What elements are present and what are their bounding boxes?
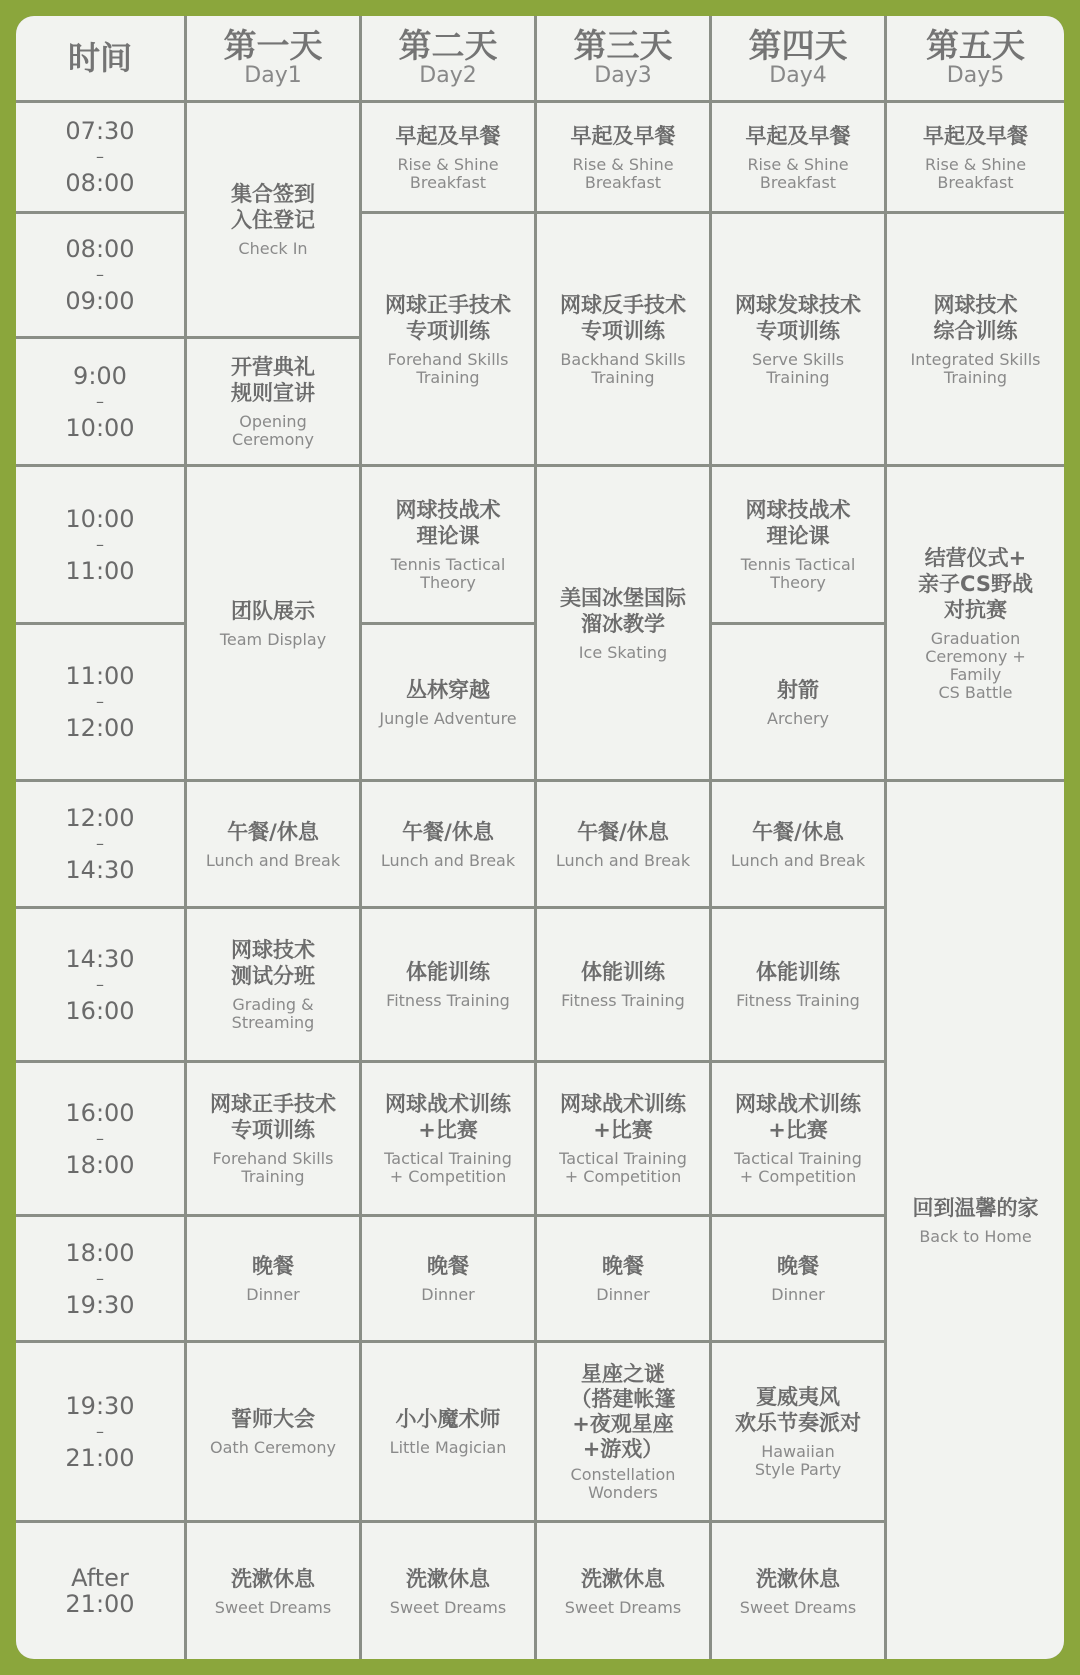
activity-title: 誓师大会 bbox=[231, 1407, 315, 1431]
activity-forehand-training bbox=[187, 1063, 359, 1214]
time-slot bbox=[16, 625, 184, 779]
activity-breakfast bbox=[537, 103, 709, 211]
activity-subtitle: Team Display bbox=[219, 629, 327, 649]
activity-graduation bbox=[887, 467, 1064, 779]
activity-title: 网球技术 测试分班 bbox=[231, 938, 315, 988]
activity-title: 体能训练 bbox=[756, 960, 840, 984]
activity-fitness-training bbox=[537, 909, 709, 1060]
time-slot bbox=[16, 782, 184, 906]
activity-subtitle: Tactical Training + Competition bbox=[734, 1149, 862, 1186]
activity-title: 早起及早餐 bbox=[570, 123, 676, 148]
activity-sweet-dreams bbox=[712, 1523, 884, 1659]
activity-subtitle: Integrated Skills Training bbox=[910, 349, 1041, 387]
time-start: 14:30 bbox=[65, 944, 135, 973]
activity-title: 网球技术 综合训练 bbox=[933, 292, 1018, 343]
activity-lunch bbox=[712, 782, 884, 906]
time-start: 12:00 bbox=[65, 804, 135, 832]
activity-subtitle: Lunch and Break bbox=[730, 850, 866, 870]
time-start: After bbox=[71, 1564, 129, 1592]
activity-subtitle: Forehand Skills Training bbox=[387, 349, 509, 387]
day-title: 第一天 bbox=[223, 26, 323, 65]
activity-title: 网球正手技术 专项训练 bbox=[385, 292, 511, 343]
activity-dinner bbox=[187, 1217, 359, 1340]
activity-backhand-training bbox=[537, 214, 709, 464]
activity-opening-ceremony bbox=[187, 339, 359, 464]
activity-oath-ceremony bbox=[187, 1343, 359, 1520]
activity-tactical-theory bbox=[362, 467, 534, 622]
activity-forehand-training bbox=[362, 214, 534, 464]
activity-dinner bbox=[362, 1217, 534, 1340]
activity-subtitle: Check In bbox=[238, 239, 308, 258]
activity-breakfast bbox=[362, 103, 534, 211]
activity-fitness-training bbox=[712, 909, 884, 1060]
time-end: 14:30 bbox=[65, 856, 135, 884]
time-end: 08:00 bbox=[65, 169, 135, 197]
activity-title: 晚餐 bbox=[252, 1254, 294, 1278]
header-day5 bbox=[887, 16, 1064, 100]
activity-title: 集合签到 入住登记 bbox=[231, 182, 315, 232]
activity-title: 回到温馨的家 bbox=[912, 1196, 1039, 1220]
activity-ice-skating bbox=[537, 467, 709, 779]
time-end: 21:00 bbox=[65, 1443, 135, 1472]
activity-subtitle: Back to Home bbox=[919, 1227, 1032, 1246]
time-start: 10:00 bbox=[65, 504, 135, 533]
time-separator: – bbox=[96, 1421, 104, 1441]
activity-title: 晚餐 bbox=[777, 1254, 819, 1278]
activity-subtitle: Opening Ceremony bbox=[231, 412, 315, 449]
activity-subtitle: Archery bbox=[767, 708, 829, 728]
activity-subtitle: Hawaiian Style Party bbox=[754, 1442, 842, 1479]
activity-check-in bbox=[187, 103, 359, 336]
activity-sweet-dreams bbox=[187, 1523, 359, 1659]
activity-title: 洗漱休息 bbox=[581, 1566, 665, 1591]
activity-lunch bbox=[537, 782, 709, 906]
activity-title: 早起及早餐 bbox=[745, 123, 851, 148]
activity-subtitle: Sweet Dreams bbox=[739, 1597, 857, 1617]
time-end: 18:00 bbox=[65, 1150, 135, 1179]
time-slot bbox=[16, 467, 184, 622]
time-end: 12:00 bbox=[65, 714, 135, 742]
activity-jungle-adventure bbox=[362, 625, 534, 779]
activity-title: 午餐/休息 bbox=[752, 819, 844, 844]
activity-title: 洗漱休息 bbox=[231, 1566, 315, 1591]
day-title: 第四天 bbox=[748, 26, 848, 65]
day-title: 第二天 bbox=[398, 26, 498, 65]
activity-subtitle: Tactical Training + Competition bbox=[559, 1149, 687, 1186]
time-end: 21:00 bbox=[65, 1590, 135, 1618]
activity-title: 早起及早餐 bbox=[395, 123, 501, 148]
activity-title: 体能训练 bbox=[406, 960, 490, 984]
activity-title: 午餐/休息 bbox=[227, 819, 319, 844]
activity-subtitle: Rise & Shine Breakfast bbox=[572, 154, 674, 192]
time-end: 16:00 bbox=[65, 996, 135, 1025]
activity-title: 夏威夷风 欢乐节奏派对 bbox=[735, 1385, 861, 1435]
activity-title: 丛林穿越 bbox=[406, 677, 490, 702]
schedule-table bbox=[16, 16, 1064, 1659]
activity-tactical-theory bbox=[712, 467, 884, 622]
time-start: 19:30 bbox=[65, 1391, 135, 1420]
activity-archery bbox=[712, 625, 884, 779]
time-slot bbox=[16, 909, 184, 1060]
activity-subtitle: Serve Skills Training bbox=[751, 349, 845, 387]
time-end: 19:30 bbox=[65, 1290, 135, 1319]
activity-subtitle: Sweet Dreams bbox=[389, 1597, 507, 1617]
time-separator: – bbox=[96, 265, 104, 284]
activity-title: 晚餐 bbox=[602, 1254, 644, 1278]
activity-title: 美国冰堡国际 溜冰教学 bbox=[560, 585, 686, 636]
activity-sweet-dreams bbox=[362, 1523, 534, 1659]
activity-breakfast bbox=[712, 103, 884, 211]
time-slot bbox=[16, 1217, 184, 1340]
activity-title: 网球正手技术 专项训练 bbox=[210, 1092, 336, 1142]
time-end: 10:00 bbox=[65, 413, 135, 442]
activity-title: 网球战术训练 +比赛 bbox=[385, 1092, 511, 1142]
activity-subtitle: Rise & Shine Breakfast bbox=[397, 154, 499, 192]
time-separator: – bbox=[96, 1268, 104, 1288]
activity-sweet-dreams bbox=[537, 1523, 709, 1659]
time-separator: – bbox=[96, 974, 104, 994]
activity-grading bbox=[187, 909, 359, 1060]
activity-subtitle: Fitness Training bbox=[386, 991, 510, 1010]
activity-dinner bbox=[712, 1217, 884, 1340]
header-day4 bbox=[712, 16, 884, 100]
activity-breakfast bbox=[887, 103, 1064, 211]
activity-lunch bbox=[362, 782, 534, 906]
activity-constellation-wonders bbox=[537, 1343, 709, 1520]
day-title: 第五天 bbox=[926, 26, 1025, 65]
activity-title: 洗漱休息 bbox=[406, 1566, 490, 1591]
activity-subtitle: Lunch and Break bbox=[205, 850, 341, 870]
time-start: 9:00 bbox=[73, 361, 127, 390]
activity-tactical-training bbox=[362, 1063, 534, 1214]
activity-subtitle: Little Magician bbox=[389, 1438, 507, 1457]
activity-title: 结营仪式+ 亲子CS野战 对抗赛 bbox=[918, 545, 1033, 622]
activity-title: 团队展示 bbox=[231, 598, 315, 623]
activity-dinner bbox=[537, 1217, 709, 1340]
activity-title: 午餐/休息 bbox=[402, 819, 494, 844]
time-slot bbox=[16, 1343, 184, 1520]
time-start: 08:00 bbox=[65, 235, 135, 263]
activity-subtitle: Dinner bbox=[771, 1285, 825, 1304]
activity-subtitle: Fitness Training bbox=[736, 991, 860, 1010]
activity-title: 网球反手技术 专项训练 bbox=[560, 292, 686, 343]
time-slot bbox=[16, 339, 184, 464]
day-subtitle: Day2 bbox=[419, 63, 477, 88]
activity-fitness-training bbox=[362, 909, 534, 1060]
activity-subtitle: Fitness Training bbox=[561, 991, 685, 1010]
activity-title: 网球发球技术 专项训练 bbox=[735, 292, 861, 343]
activity-subtitle: Sweet Dreams bbox=[214, 1597, 332, 1617]
activity-title: 网球技战术 理论课 bbox=[395, 498, 501, 548]
activity-title: 星座之谜 （搭建帐篷 +夜观星座 +游戏） bbox=[570, 1361, 676, 1461]
activity-subtitle: Lunch and Break bbox=[555, 850, 691, 870]
activity-subtitle: Constellation Wonders bbox=[570, 1464, 676, 1502]
activity-subtitle: Forehand Skills Training bbox=[212, 1149, 334, 1186]
time-start: 18:00 bbox=[65, 1238, 135, 1267]
activity-title: 网球战术训练 +比赛 bbox=[560, 1092, 686, 1142]
activity-title: 午餐/休息 bbox=[577, 819, 669, 844]
activity-title: 早起及早餐 bbox=[923, 123, 1028, 148]
time-slot bbox=[16, 1063, 184, 1214]
time-slot bbox=[16, 214, 184, 336]
time-separator: – bbox=[96, 534, 104, 554]
time-start: 16:00 bbox=[65, 1098, 135, 1127]
activity-back-to-home bbox=[887, 782, 1064, 1659]
activity-subtitle: Dinner bbox=[246, 1285, 300, 1304]
time-separator: – bbox=[96, 147, 104, 166]
header-day3 bbox=[537, 16, 709, 100]
activity-subtitle: Rise & Shine Breakfast bbox=[747, 154, 849, 192]
time-separator: – bbox=[96, 834, 104, 853]
activity-subtitle: Lunch and Break bbox=[380, 850, 516, 870]
day-subtitle: Day5 bbox=[946, 63, 1005, 88]
activity-team-display bbox=[187, 467, 359, 779]
activity-subtitle: Graduation Ceremony + Family CS Battle bbox=[925, 628, 1026, 702]
activity-subtitle: Sweet Dreams bbox=[564, 1597, 682, 1617]
activity-hawaiian-party bbox=[712, 1343, 884, 1520]
activity-title: 体能训练 bbox=[581, 960, 665, 984]
header-time-label: 时间 bbox=[67, 39, 132, 77]
activity-little-magician bbox=[362, 1343, 534, 1520]
activity-subtitle: Backhand Skills Training bbox=[560, 349, 686, 387]
activity-lunch bbox=[187, 782, 359, 906]
activity-serve-training bbox=[712, 214, 884, 464]
header-day1 bbox=[187, 16, 359, 100]
day-subtitle: Day1 bbox=[244, 63, 302, 88]
activity-title: 网球技战术 理论课 bbox=[745, 498, 851, 548]
activity-subtitle: Jungle Adventure bbox=[379, 708, 517, 728]
activity-subtitle: Dinner bbox=[596, 1285, 650, 1304]
time-start: 11:00 bbox=[65, 662, 135, 690]
time-end: 11:00 bbox=[65, 556, 135, 585]
header-day2 bbox=[362, 16, 534, 100]
day-title: 第三天 bbox=[573, 26, 673, 65]
activity-integrated-training bbox=[887, 214, 1064, 464]
activity-subtitle: Oath Ceremony bbox=[210, 1438, 336, 1457]
activity-subtitle: Grading & Streaming bbox=[231, 995, 315, 1032]
activity-title: 开营典礼 规则宣讲 bbox=[231, 355, 315, 405]
time-start: 07:30 bbox=[65, 117, 135, 145]
activity-tactical-training bbox=[712, 1063, 884, 1214]
activity-subtitle: Dinner bbox=[421, 1285, 475, 1304]
activity-subtitle: Rise & Shine Breakfast bbox=[924, 154, 1027, 192]
activity-subtitle: Ice Skating bbox=[578, 642, 668, 662]
day-subtitle: Day4 bbox=[769, 63, 827, 88]
activity-title: 小小魔术师 bbox=[395, 1407, 501, 1431]
time-slot bbox=[16, 103, 184, 211]
activity-title: 射箭 bbox=[777, 677, 819, 702]
activity-subtitle: Tennis Tactical Theory bbox=[390, 555, 506, 592]
activity-tactical-training bbox=[537, 1063, 709, 1214]
header-time bbox=[16, 16, 184, 100]
day-subtitle: Day3 bbox=[594, 63, 652, 88]
time-slot bbox=[16, 1523, 184, 1659]
time-separator: – bbox=[96, 692, 104, 711]
activity-subtitle: Tactical Training + Competition bbox=[384, 1149, 512, 1186]
time-separator: – bbox=[96, 1128, 104, 1148]
activity-subtitle: Tennis Tactical Theory bbox=[740, 555, 856, 592]
time-end: 09:00 bbox=[65, 287, 135, 315]
time-separator: – bbox=[96, 391, 104, 411]
activity-title: 晚餐 bbox=[427, 1254, 469, 1278]
activity-title: 网球战术训练 +比赛 bbox=[735, 1092, 861, 1142]
activity-title: 洗漱休息 bbox=[756, 1566, 840, 1591]
